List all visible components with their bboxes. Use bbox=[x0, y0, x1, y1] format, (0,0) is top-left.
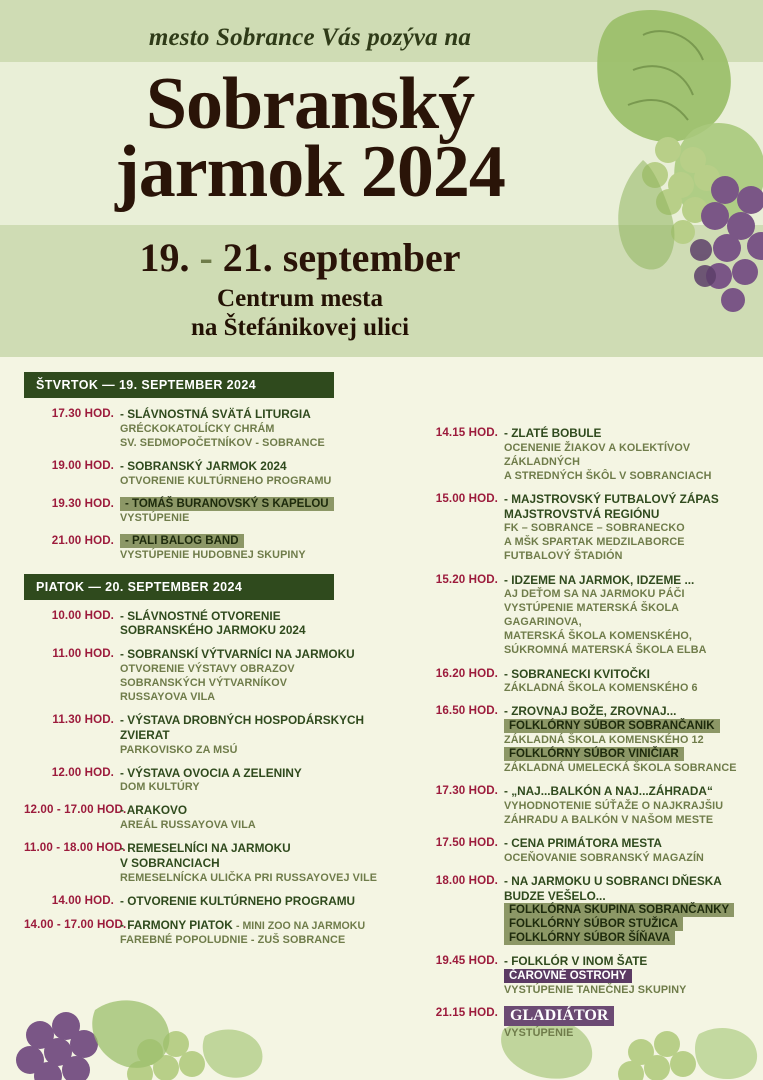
program-row bbox=[408, 667, 748, 696]
section-heading-thursday: ŠTVRTOK — 19. SEPTEMBER 2024 bbox=[24, 372, 334, 398]
title-line-2: jarmok 2024 bbox=[115, 131, 505, 214]
title-line-1: Sobranský bbox=[145, 63, 475, 145]
row-time: 12.00 - 17.00 HOD. bbox=[24, 803, 127, 817]
row-sub: FAREBNÉ POPOLUDNIE - ZUŠ SOBRANCE bbox=[120, 934, 346, 947]
row-entry bbox=[504, 573, 748, 658]
row-sub: A STREDNÝCH ŠKÔL V SOBRANCIACH bbox=[504, 469, 712, 482]
row-title-2: MAJSTROVSTVÁ REGIÓNU bbox=[504, 506, 660, 521]
row-entry bbox=[504, 426, 748, 483]
program-row bbox=[408, 492, 748, 564]
row-title: - NA JARMOKU U SOBRANCI DŇESKA bbox=[504, 873, 722, 888]
row-block-highlighted: FOLKLÓRNY SÚBOR SOBRANČANIK bbox=[504, 719, 720, 733]
program-right-column bbox=[408, 372, 748, 1040]
row-time: 15.00 HOD. bbox=[435, 491, 498, 505]
row-title: - MAJSTROVSKÝ FUTBALOVÝ ZÁPAS bbox=[504, 491, 719, 506]
row-title: - SLÁVNOSTNÉ OTVORENIE bbox=[120, 608, 281, 623]
row-title: - FOLKLÓR V INOM ŠATE bbox=[504, 954, 648, 969]
row-entry bbox=[504, 874, 748, 946]
row-title: - IDZEME NA JARMOK, IDZEME ... bbox=[504, 572, 695, 587]
row-entry bbox=[120, 497, 384, 525]
row-entry bbox=[120, 534, 384, 562]
row-entry bbox=[504, 784, 748, 827]
row-sub: OCENENIE ŽIAKOV A KOLEKTÍVOV ZÁKLADNÝCH bbox=[504, 441, 691, 468]
row-sub: MATERSKÁ ŠKOLA KOMENSKÉHO, bbox=[504, 630, 692, 643]
row-time: 18.00 HOD. bbox=[435, 873, 498, 887]
program-row bbox=[24, 647, 384, 704]
row-time: 17.50 HOD. bbox=[435, 836, 498, 849]
row-title: - SOBRANSKÝ JARMOK 2024 bbox=[120, 458, 287, 473]
row-entry bbox=[120, 894, 384, 909]
row-sub: OTVORENIE KULTÚRNEHO PROGRAMU bbox=[120, 474, 332, 487]
row-entry bbox=[120, 647, 384, 704]
row-time: 14.00 - 17.00 HOD. bbox=[24, 917, 127, 931]
row-sub: VYSTÚPENIE TANEČNEJ SKUPINY bbox=[504, 984, 687, 997]
row-sub: ZÁKLADNÁ ŠKOLA KOMENSKÉHO 6 bbox=[504, 682, 698, 695]
row-sub: VYSTÚPENIE HUDOBNEJ SKUPINY bbox=[120, 548, 306, 561]
row-title: - „NAJ...BALKÓN A NAJ...ZÁHRADA“ bbox=[504, 784, 713, 799]
program-row bbox=[24, 459, 384, 488]
program-row bbox=[408, 426, 748, 483]
row-title: - VÝSTAVA OVOCIA A ZELENINY bbox=[120, 765, 302, 780]
row-sub: AJ DEŤOM SA NA JARMOKU PÁČI bbox=[504, 588, 685, 601]
row-time: 17.30 HOD. bbox=[435, 784, 498, 798]
row-title: - SLÁVNOSTNÁ SVÄTÁ LITURGIA bbox=[120, 407, 311, 421]
row-block-highlighted: FOLKLÓRNY SÚBOR ŠÍŇAVA bbox=[504, 931, 675, 945]
program-row bbox=[24, 766, 384, 795]
row-entry bbox=[120, 918, 384, 948]
row-sub: ZÁKLADNÁ ŠKOLA KOMENSKÉHO 12 bbox=[504, 734, 704, 747]
row-time: 21.15 HOD. bbox=[435, 1006, 498, 1020]
row-sub: VYSTÚPENIE bbox=[504, 1027, 574, 1040]
program-row bbox=[24, 609, 384, 639]
program-row bbox=[408, 1006, 748, 1040]
row-time: 11.30 HOD. bbox=[52, 713, 114, 727]
row-title: - SOBRANECKI KVITOČKI bbox=[504, 666, 650, 681]
row-time: 11.00 HOD. bbox=[52, 647, 114, 661]
program-row bbox=[24, 803, 384, 832]
row-entry bbox=[504, 836, 748, 865]
program-row bbox=[408, 874, 748, 946]
program-row bbox=[24, 841, 384, 885]
row-time: 14.15 HOD. bbox=[435, 426, 498, 439]
section-heading-friday: PIATOK — 20. SEPTEMBER 2024 bbox=[24, 574, 334, 600]
row-time: 11.00 - 18.00 HOD. bbox=[24, 841, 126, 855]
invite-text: mesto Sobrance Vás pozýva na bbox=[148, 24, 472, 51]
row-sub: REMESELNÍCKA ULIČKA PRI RUSSAYOVEJ VILE bbox=[120, 871, 378, 884]
row-entry bbox=[504, 954, 748, 997]
program-row bbox=[24, 918, 384, 948]
page-title bbox=[0, 63, 620, 214]
row-title: - ZLATÉ BOBULE bbox=[504, 426, 602, 440]
program-row bbox=[408, 704, 748, 775]
row-title-suffix: - MINI ZOO NA JARMOKU bbox=[236, 919, 366, 932]
row-title: - CENA PRIMÁTORA MESTA bbox=[504, 836, 662, 850]
row-sub: VYSTÚPENIE MATERSKÁ ŠKOLA GAGARINOVA, bbox=[504, 602, 679, 629]
program-row bbox=[24, 407, 384, 450]
row-entry bbox=[120, 459, 384, 488]
place-line-1: Centrum mesta bbox=[217, 285, 383, 312]
row-time: 14.00 HOD. bbox=[51, 893, 114, 907]
row-entry bbox=[504, 667, 748, 696]
row-block-highlighted: FOLKLÓRNY SÚBOR STUŽICA bbox=[504, 917, 683, 931]
row-entry bbox=[120, 841, 384, 885]
row-entry bbox=[504, 492, 748, 564]
row-entry bbox=[120, 713, 384, 757]
row-title bbox=[120, 918, 384, 934]
row-title: - ZROVNAJ BOŽE, ZROVNAJ... bbox=[504, 704, 677, 719]
row-time: 19.45 HOD. bbox=[435, 954, 498, 968]
row-title-featured: GLADIÁTOR bbox=[504, 1006, 614, 1026]
program-row bbox=[408, 573, 748, 658]
row-entry bbox=[120, 803, 384, 832]
program-left-column bbox=[24, 372, 384, 947]
row-time: 16.20 HOD. bbox=[435, 666, 498, 680]
row-sub: PARKOVISKO ZA MSÚ bbox=[120, 743, 238, 756]
date-to: 21. september bbox=[222, 235, 461, 280]
event-dates bbox=[0, 234, 600, 281]
program-row bbox=[24, 534, 384, 562]
row-time: 15.20 HOD. bbox=[435, 572, 498, 586]
row-title-2: ZVIERAT bbox=[120, 727, 170, 742]
row-title: - SOBRANSKÍ VÝTVARNÍCI NA JARMOKU bbox=[120, 647, 355, 662]
row-sub: RUSSAYOVA VILA bbox=[120, 691, 216, 704]
row-sub: VYSTÚPENIE bbox=[120, 511, 190, 524]
grapes-decoration-bottom-left-icon bbox=[0, 940, 330, 1080]
date-dash: - bbox=[199, 235, 213, 280]
row-sub: OCEŇOVANIE SOBRANSKÝ MAGAZÍN bbox=[504, 851, 704, 864]
row-title: - OTVORENIE KULTÚRNEHO PROGRAMU bbox=[120, 893, 356, 908]
row-sub: AREÁL RUSSAYOVA VILA bbox=[120, 819, 256, 832]
row-title: - VÝSTAVA DROBNÝCH HOSPODÁRSKYCH bbox=[120, 713, 365, 728]
row-time: 21.00 HOD. bbox=[51, 533, 114, 547]
row-title-2: V SOBRANCIACH bbox=[120, 856, 220, 871]
row-time: 16.50 HOD. bbox=[435, 704, 498, 718]
row-title-highlighted: - TOMÁŠ BURANOVSKÝ S KAPELOU bbox=[120, 497, 334, 511]
row-sub: DOM KULTÚRY bbox=[120, 781, 200, 794]
row-time: 19.30 HOD. bbox=[51, 496, 114, 510]
row-time: 19.00 HOD. bbox=[51, 458, 114, 472]
row-block-highlighted: ČAROVNÉ OSTROHY bbox=[504, 969, 632, 983]
row-sub: ZÁHRADU A BALKÓN V NAŠOM MESTE bbox=[504, 813, 714, 826]
row-title: - REMESELNÍCI NA JARMOKU bbox=[120, 841, 291, 856]
row-title-2: BUDZE VEŠELO... bbox=[504, 888, 606, 903]
row-sub: ZÁKLADNÁ UMELECKÁ ŠKOLA SOBRANCE bbox=[504, 762, 737, 775]
program-row bbox=[24, 713, 384, 757]
row-sub: FK – SOBRANCE – SOBRANECKO bbox=[504, 522, 685, 535]
row-sub: OTVORENIE VÝSTAVY OBRAZOV bbox=[120, 662, 295, 675]
program-row bbox=[24, 497, 384, 525]
row-sub: GRÉCKOKATOLÍCKY CHRÁM bbox=[120, 422, 275, 435]
row-entry bbox=[120, 609, 384, 639]
row-sub: A MŠK SPARTAK MEDZILABORCE bbox=[504, 536, 685, 549]
event-place bbox=[0, 285, 600, 343]
date-from: 19. bbox=[139, 235, 190, 280]
row-sub: SOBRANSKÝCH VÝTVARNÍKOV bbox=[120, 677, 288, 690]
row-title-highlighted: - PALI BALOG BAND bbox=[120, 534, 244, 548]
row-title-2: SOBRANSKÉHO JARMOKU 2024 bbox=[120, 623, 306, 638]
row-block-highlighted: FOLKLÓRNY SÚBOR VINIČIAR bbox=[504, 747, 684, 761]
place-line-2: na Štefánikovej ulici bbox=[190, 313, 410, 341]
spacer bbox=[24, 562, 384, 574]
row-sub: VYHODNOTENIE SÚŤAŽE O NAJKRAJŠIU bbox=[504, 799, 724, 812]
program-row bbox=[408, 954, 748, 997]
row-block-highlighted: FOLKLÓRNA SKUPINA SOBRANČANKY bbox=[504, 903, 734, 917]
row-title: - ARAKOVO bbox=[120, 803, 188, 818]
row-sub: SV. SEDMOPOČETNÍKOV - SOBRANCE bbox=[120, 436, 325, 449]
row-entry bbox=[504, 704, 748, 775]
row-title-text: - FARMONY PIATOK bbox=[120, 917, 233, 932]
row-entry bbox=[504, 1006, 748, 1040]
row-time: 17.30 HOD. bbox=[51, 407, 114, 420]
program-row bbox=[24, 894, 384, 909]
row-sub: FUTBALOVÝ ŠTADIÓN bbox=[504, 550, 623, 563]
row-time: 10.00 HOD. bbox=[51, 608, 114, 622]
row-entry bbox=[120, 407, 384, 450]
program-row bbox=[408, 784, 748, 827]
row-sub: SÚKROMNÁ MATERSKÁ ŠKOLA ELBA bbox=[504, 644, 707, 657]
row-entry bbox=[120, 766, 384, 795]
program-row bbox=[408, 836, 748, 865]
row-time: 12.00 HOD. bbox=[51, 765, 114, 779]
